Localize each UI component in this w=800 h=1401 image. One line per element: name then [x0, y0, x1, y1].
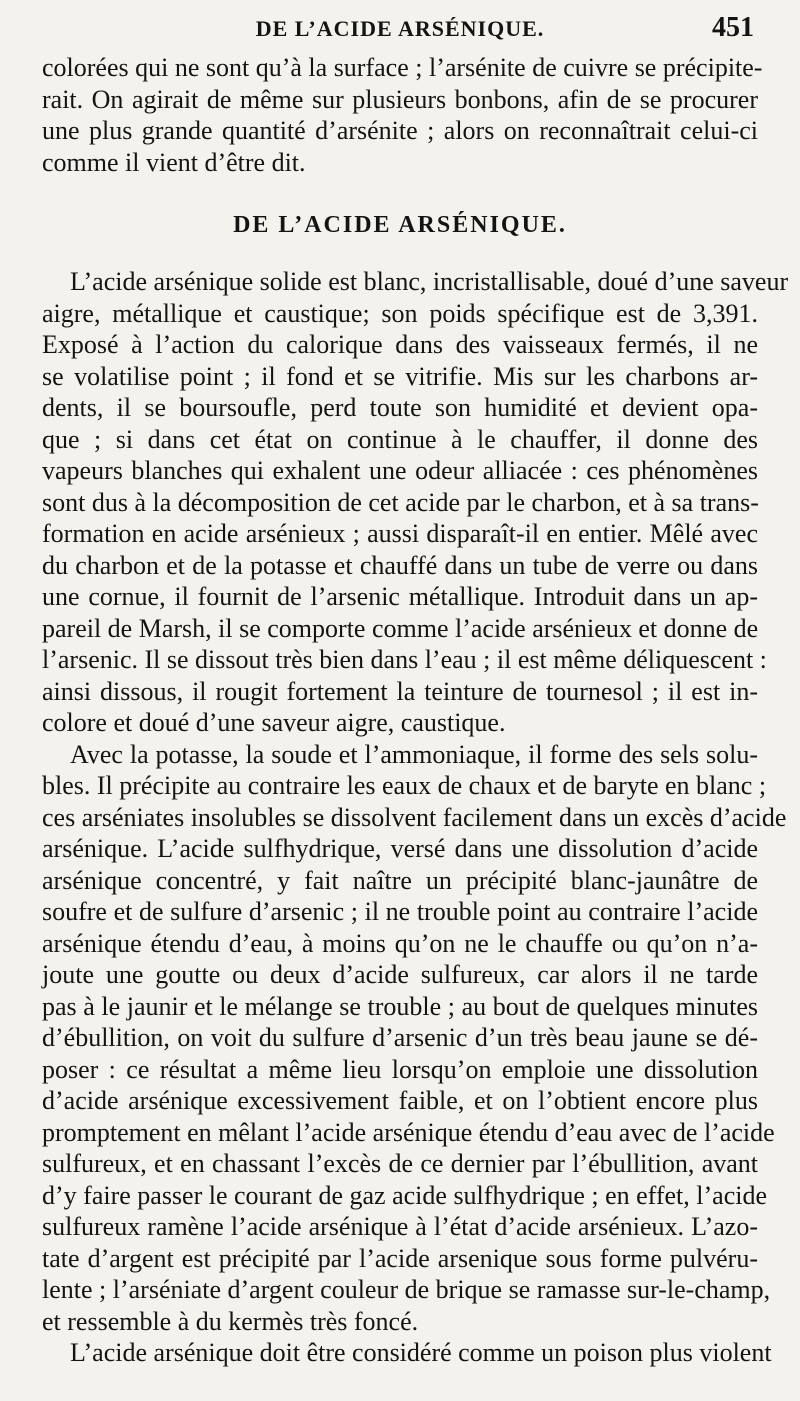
text-line: du charbon et de la potasse et chauffé dans un tube de verre ou dans — [42, 550, 758, 580]
text-line: d’acide arsénique excessivement faible, et on l’obtient encore plus — [42, 1086, 758, 1115]
text-line: d’y faire passer le courant de gaz acide sulfhydrique ; en effet, l’acide — [42, 1180, 768, 1210]
text-line: se volatilise point ; il fond et se vitrifie. Mis sur les charbons ar- — [42, 361, 758, 391]
running-title: DE L’ACIDE ARSÉNIQUE. — [255, 16, 545, 41]
text-line: l’arsenic. Il se dissout très bien dans l’eau ; il est même déliquescent : — [42, 645, 767, 674]
paragraph-1 — [42, 266, 789, 739]
text-line: pareil de Marsh, il se comporte comme l’acide arsénieux et donne de — [42, 613, 759, 643]
text-line: poser : ce résultat a même lieu lorsqu’on emploie une dissolution — [42, 1054, 758, 1084]
text-line: dents, il se boursoufle, perd toute son humidité et devient opa- — [42, 393, 758, 422]
text-line: colorées qui ne sont qu’à la surface ; l’arsénite de cuivre se précipite- — [42, 53, 763, 82]
text-line: colore et doué d’une saveur aigre, caustique. — [42, 708, 506, 737]
text-line: arsénique étendu d’eau, à moins qu’on ne le chauffe ou qu’on n’a- — [42, 928, 758, 958]
paragraph-3 — [42, 1337, 772, 1369]
intro-paragraph — [42, 52, 763, 178]
text-line: Avec la potasse, la soude et l’ammoniaque, il forme des sels solu- — [70, 739, 758, 769]
body-text — [42, 52, 789, 1369]
text-line: promptement en mêlant l’acide arsénique étendu d’eau avec de l’acide — [42, 1117, 775, 1147]
text-line: arsénique. L’acide sulfhydrique, versé dans une dissolution d’acide — [42, 834, 758, 863]
text-line: Exposé à l’action du calorique dans des vaisseaux fermés, il ne — [42, 330, 758, 359]
text-line: joute une goutte ou deux d’acide sulfureux, car alors il ne tarde — [42, 960, 758, 989]
text-line: formation en acide arsénieux ; aussi disparaît-il en entier. Mêlé avec — [42, 519, 758, 548]
text-line: sulfureux, et en chassant l’excès de ce dernier par l’ébullition, avant — [42, 1149, 758, 1178]
text-line: une plus grande quantité d’arsénite ; alors on reconnaîtrait celui-ci — [42, 116, 758, 145]
text-line: L’acide arsénique doit être considéré comme un poison plus violent — [70, 1338, 772, 1367]
text-line: que ; si dans cet état on continue à le chauffer, il donne des — [42, 424, 758, 454]
text-line: sulfureux ramène l’acide arsénique à l’état d’acide arsénieux. L’azo- — [42, 1212, 758, 1241]
text-line: aigre, métallique et caustique; son poids spécifique est de 3,391. — [42, 298, 758, 328]
text-line: tate d’argent est précipité par l’acide arsenique sous forme pulvéru- — [42, 1243, 758, 1273]
text-line: bles. Il précipite au contraire les eaux de chaux et de baryte en blanc ; — [42, 771, 767, 800]
text-line: vapeurs blanches qui exhalent une odeur alliacée : ces phénomènes — [42, 456, 758, 485]
section-heading: DE L’ACIDE ARSÉNIQUE. — [233, 212, 567, 238]
text-line: une cornue, il fournit de l’arsenic métallique. Introduit dans un ap- — [42, 582, 758, 611]
text-line: pas à le jaunir et le mélange se trouble ; au bout de quelques minutes — [42, 991, 758, 1021]
page-number: 451 — [712, 12, 754, 43]
text-line: ces arséniates insolubles se dissolvent facilement dans un excès d’acide — [42, 802, 787, 832]
text-line: lente ; l’arséniate d’argent couleur de brique se ramasse sur-le-champ, — [42, 1275, 771, 1304]
text-line: d’ébullition, on voit du sulfure d’arsenic d’un très beau jaune se dé- — [42, 1023, 758, 1052]
text-line: arsénique concentré, y fait naître un précipité blanc-jaunâtre de — [42, 865, 758, 895]
text-line: soufre et de sulfure d’arsenic ; il ne trouble point au contraire l’acide — [42, 897, 758, 926]
running-header — [42, 8, 758, 48]
text-line: sont dus à la décomposition de cet acide par le charbon, et à sa trans- — [42, 487, 759, 517]
text-line: rait. On agirait de même sur plusieurs bonbons, afin de se procurer — [42, 84, 758, 114]
text-line: et ressemble à du kermès très foncé. — [42, 1306, 419, 1336]
text-line: comme il vient d’être dit. — [42, 147, 306, 177]
text-line: ainsi dissous, il rougit fortement la teinture de tournesol ; il est in- — [42, 676, 758, 706]
text-line: L’acide arsénique solide est blanc, incristallisable, doué d’une saveur — [70, 267, 789, 296]
paragraph-2 — [42, 739, 787, 1338]
